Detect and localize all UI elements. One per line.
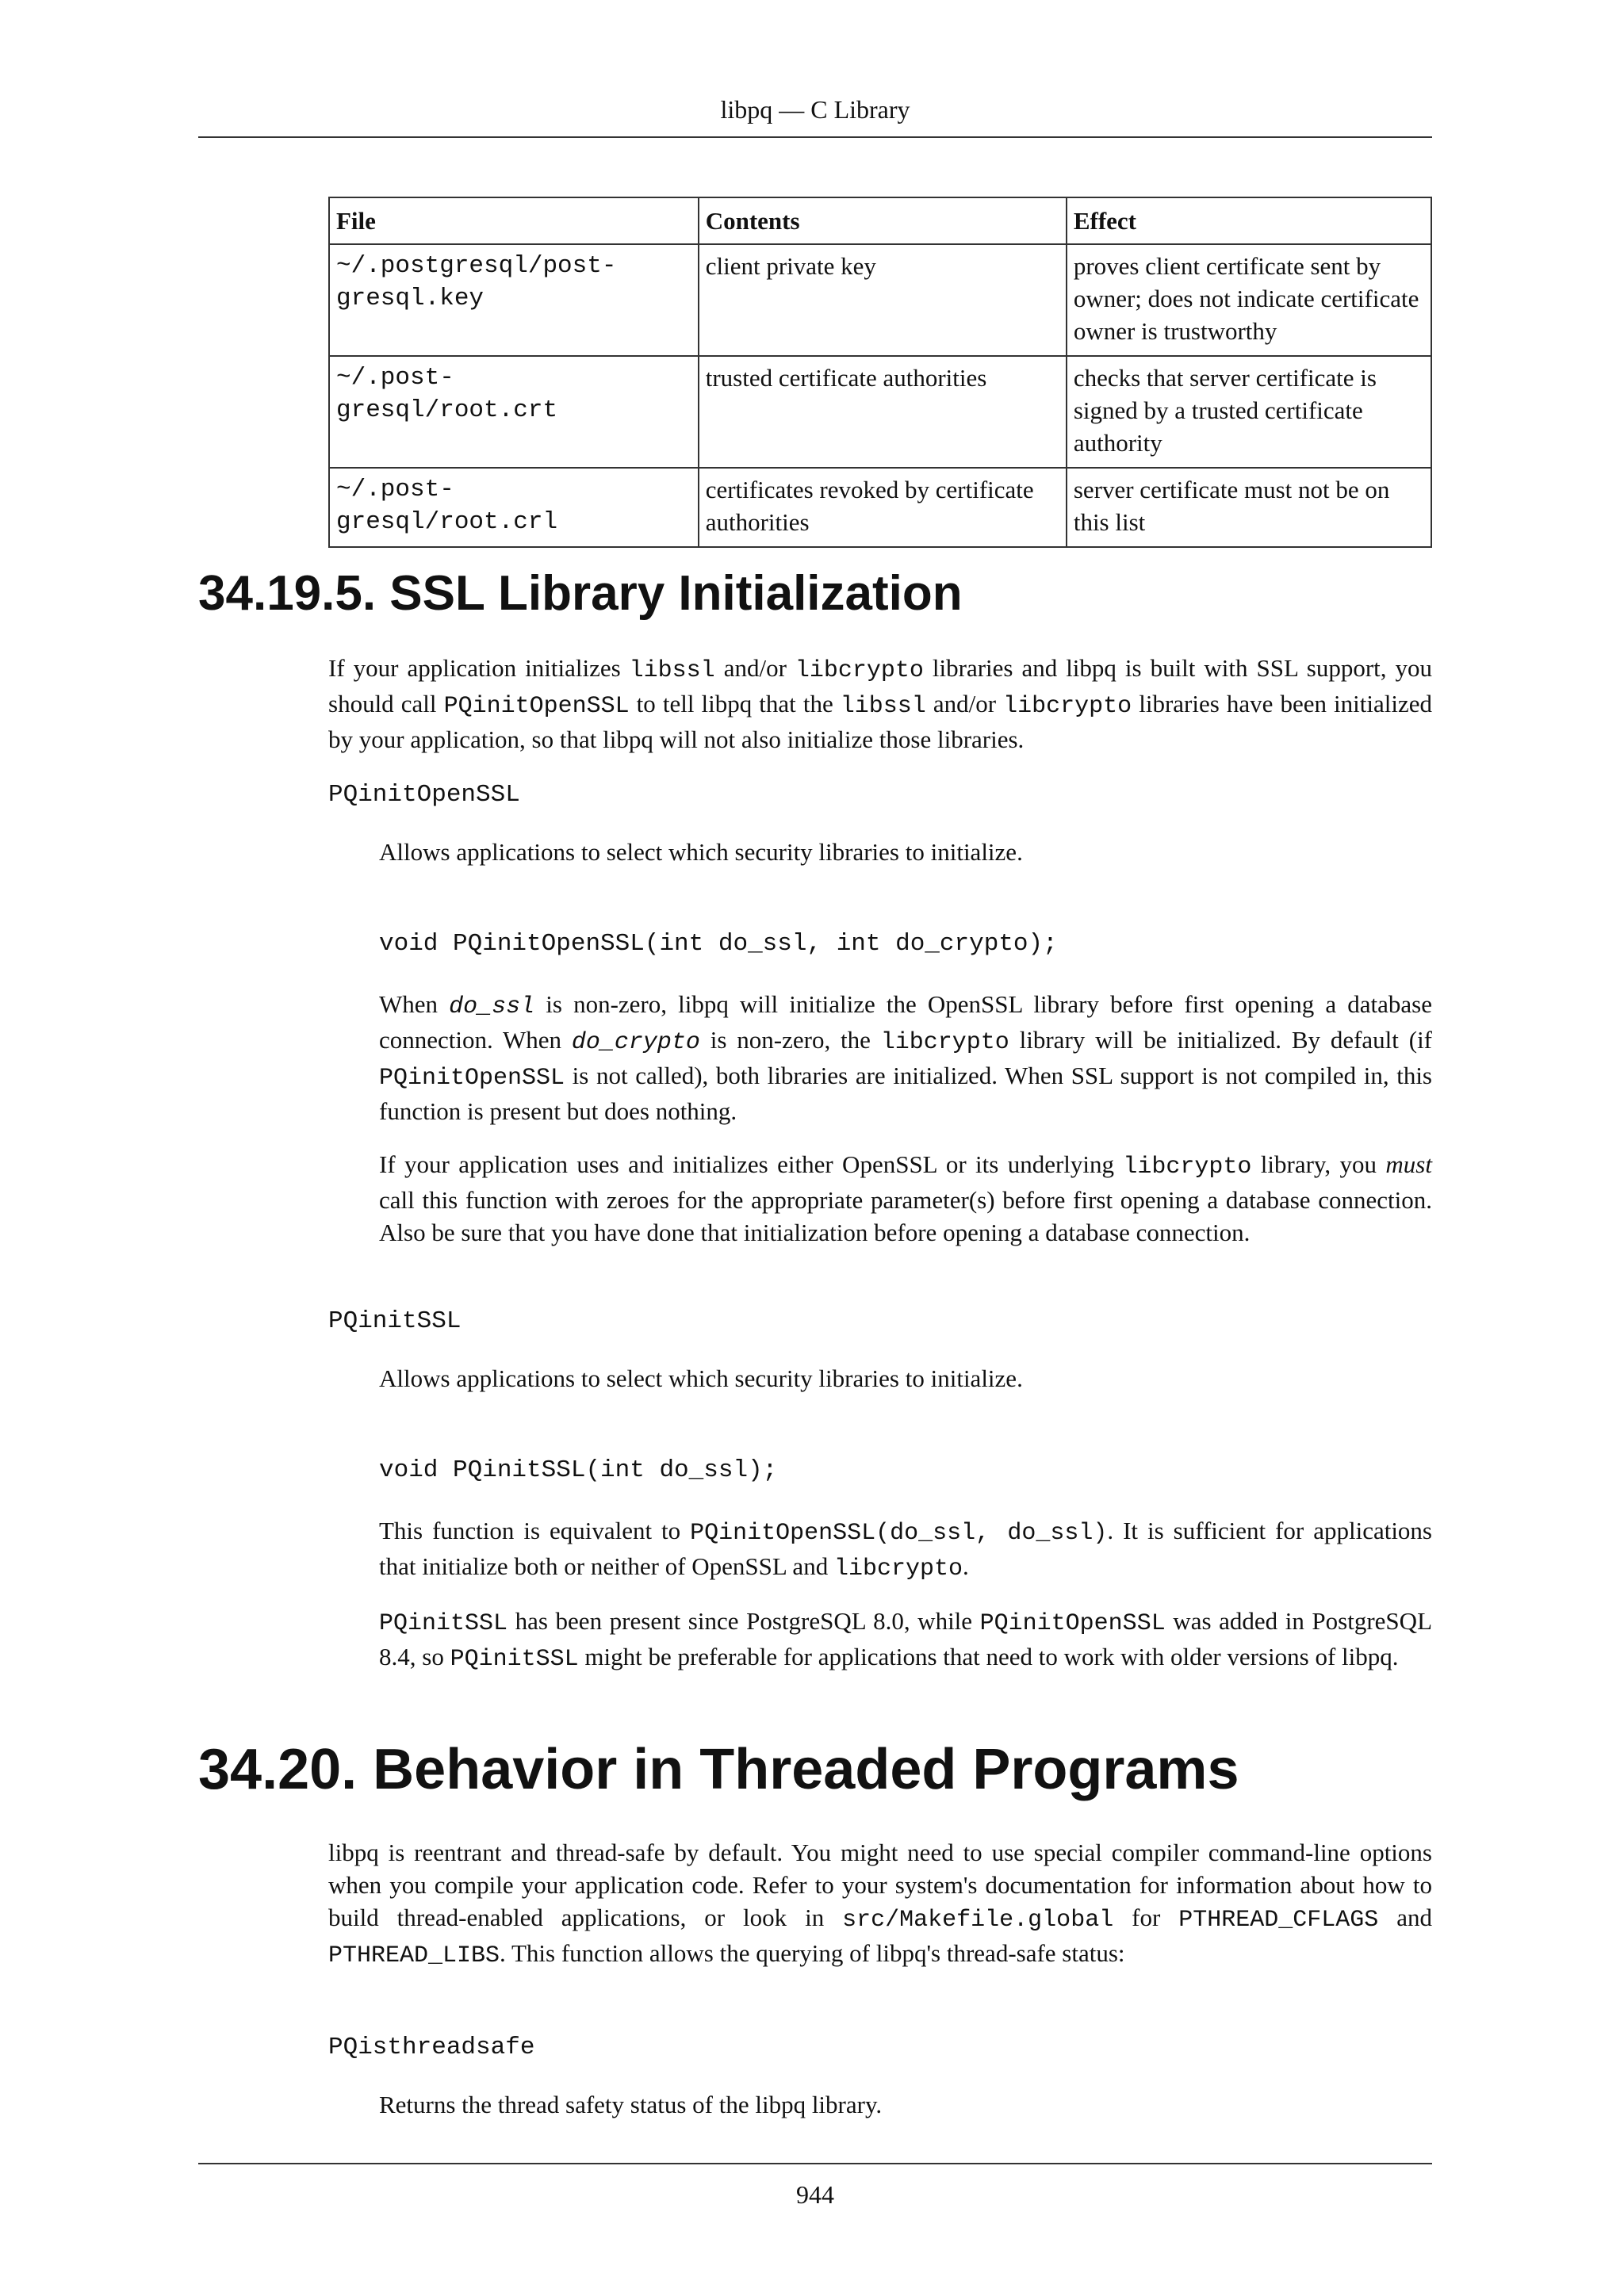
parameter-name: do_ssl — [449, 993, 535, 1020]
pqinitopenssl-behavior-paragraph — [379, 988, 1432, 1127]
section-heading-threaded-programs: 34.20. Behavior in Threaded Programs — [198, 1738, 1239, 1801]
table-cell-effect: server certificate must not be on this list — [1067, 468, 1431, 547]
text-run: . This function allows the querying of libpq's thread-safe status: — [500, 1939, 1125, 1967]
text-run: and/or — [714, 654, 795, 682]
table-cell-file — [329, 244, 699, 356]
table-cell-contents: client private key — [699, 244, 1067, 356]
text-run: library will be initialized. By default (if — [1009, 1026, 1433, 1054]
pqinitopenssl-usage-paragraph — [379, 1148, 1432, 1249]
text-run: is non-zero, libpq will initialize the OpenSSL library before first opening a database connection. When — [379, 990, 1432, 1054]
text-run: was added in PostgreSQL 8.4, so — [379, 1607, 1432, 1670]
text-run: has been present since PostgreSQL 8.0, while — [508, 1607, 980, 1635]
function-signature-code: void PQinitSSL(int do_ssl); — [379, 1456, 778, 1484]
inline-code: PQinitOpenSSL — [443, 693, 630, 720]
function-term-pqinitssl: PQinitSSL — [328, 1307, 462, 1335]
table-cell-effect: checks that server certificate is signed by a trusted certificate authority — [1067, 356, 1431, 468]
function-description: Allows applications to select which security libraries to initialize. — [379, 838, 1023, 866]
text-run: When — [379, 990, 450, 1018]
file-path-part: ~/.post- — [336, 364, 454, 392]
text-run: . It is sufficient for applications that initialize both or neither of OpenSSL and — [379, 1517, 1432, 1580]
text-run: is non-zero, the — [699, 1026, 881, 1054]
text-run: This function is equivalent to — [379, 1517, 691, 1544]
text-run: libpq is reentrant and thread-safe by default. You might need to use special compiler command-line options when you compile your application code. Refer to your system's documentation for information about how to build thread-enabled applications, or look in — [328, 1839, 1432, 1931]
text-run: is not called), both libraries are initialized. When SSL support is not compiled in, this function is present but does nothing. — [379, 1062, 1432, 1125]
file-path-part: gresql.key — [336, 285, 485, 312]
column-header-contents: Contents — [699, 197, 1067, 244]
file-path-part: gresql/root.crl — [336, 508, 558, 536]
certificate-files-table — [328, 197, 1432, 548]
pqinitssl-equivalence-paragraph — [379, 1514, 1432, 1586]
running-header: libpq — C Library — [720, 95, 910, 124]
table-cell-file — [329, 468, 699, 547]
text-run: and — [1378, 1904, 1432, 1931]
text-run: If your application uses and initializes either OpenSSL or its underlying — [379, 1150, 1124, 1178]
table-header-row — [329, 197, 1431, 244]
inline-code: PQinitOpenSSL — [979, 1610, 1166, 1637]
text-run: If your application initializes — [328, 654, 630, 682]
header-rule — [198, 136, 1432, 138]
text-run: call this function with zeroes for the appropriate parameter(s) before first opening a database connection. Also be sure that you have done that initialization before opening a database connection. — [379, 1186, 1432, 1246]
inline-code: PTHREAD_CFLAGS — [1178, 1907, 1379, 1934]
file-path-part: gresql/root.crt — [336, 396, 558, 424]
table-cell-contents: trusted certificate authorities — [699, 356, 1067, 468]
inline-code: libssl — [840, 693, 926, 720]
text-run: libraries and libpq is built with SSL support, you should call — [328, 654, 1432, 718]
file-path-part: ~/.post- — [336, 476, 454, 503]
inline-code: libcrypto — [833, 1556, 963, 1582]
function-term-pqinitopenssl: PQinitOpenSSL — [328, 781, 520, 809]
text-run: libraries have been initialized by your application, so that libpq will not also initialize those libraries. — [328, 690, 1433, 753]
column-header-effect: Effect — [1067, 197, 1431, 244]
table-row — [329, 468, 1431, 547]
pqinitssl-history-paragraph — [379, 1605, 1432, 1676]
footer-rule — [198, 2163, 1432, 2164]
inline-code: libcrypto — [795, 657, 924, 684]
inline-code: libcrypto — [880, 1029, 1009, 1056]
table-cell-effect: proves client certificate sent by owner; does not indicate certificate owner is trustworthy — [1067, 244, 1431, 356]
parameter-name: do_crypto — [571, 1029, 700, 1056]
file-path-part: ~/.postgresql/post- — [336, 252, 617, 280]
inline-code: PTHREAD_LIBS — [328, 1942, 500, 1969]
inline-code: PQinitSSL — [379, 1610, 508, 1637]
inline-code: libssl — [629, 657, 715, 684]
inline-code: PQinitSSL — [450, 1646, 579, 1673]
function-description: Allows applications to select which security libraries to initialize. — [379, 1364, 1023, 1392]
inline-code: libcrypto — [1123, 1154, 1252, 1181]
text-run: to tell libpq that the — [629, 690, 841, 718]
inline-code: PQinitOpenSSL — [379, 1065, 565, 1092]
text-run: for — [1113, 1904, 1179, 1931]
ssl-init-intro-paragraph — [328, 652, 1432, 756]
text-run: might be preferable for applications that need to work with older versions of libpq. — [578, 1643, 1399, 1670]
function-signature-code: void PQinitOpenSSL(int do_ssl, int do_crypto); — [379, 930, 1058, 958]
emphasis: must — [1385, 1150, 1432, 1178]
table-row — [329, 244, 1431, 356]
section-heading-ssl-init: 34.19.5. SSL Library Initialization — [198, 566, 963, 621]
page-number: 944 — [796, 2180, 834, 2209]
inline-code: src/Makefile.global — [842, 1907, 1114, 1934]
table-cell-contents: certificates revoked by certificate authorities — [699, 468, 1067, 547]
column-header-file: File — [329, 197, 699, 244]
text-run: . — [962, 1552, 969, 1580]
function-term-pqisthreadsafe: PQisthreadsafe — [328, 2034, 535, 2061]
table-cell-file — [329, 356, 699, 468]
function-description: Returns the thread safety status of the libpq library. — [379, 2091, 883, 2118]
text-run: library, you — [1251, 1150, 1386, 1178]
table-row — [329, 356, 1431, 468]
text-run: and/or — [925, 690, 1004, 718]
threaded-programs-intro-paragraph — [328, 1836, 1432, 1973]
inline-code: libcrypto — [1003, 693, 1132, 720]
inline-code: PQinitOpenSSL(do_ssl, do_ssl) — [690, 1520, 1108, 1547]
